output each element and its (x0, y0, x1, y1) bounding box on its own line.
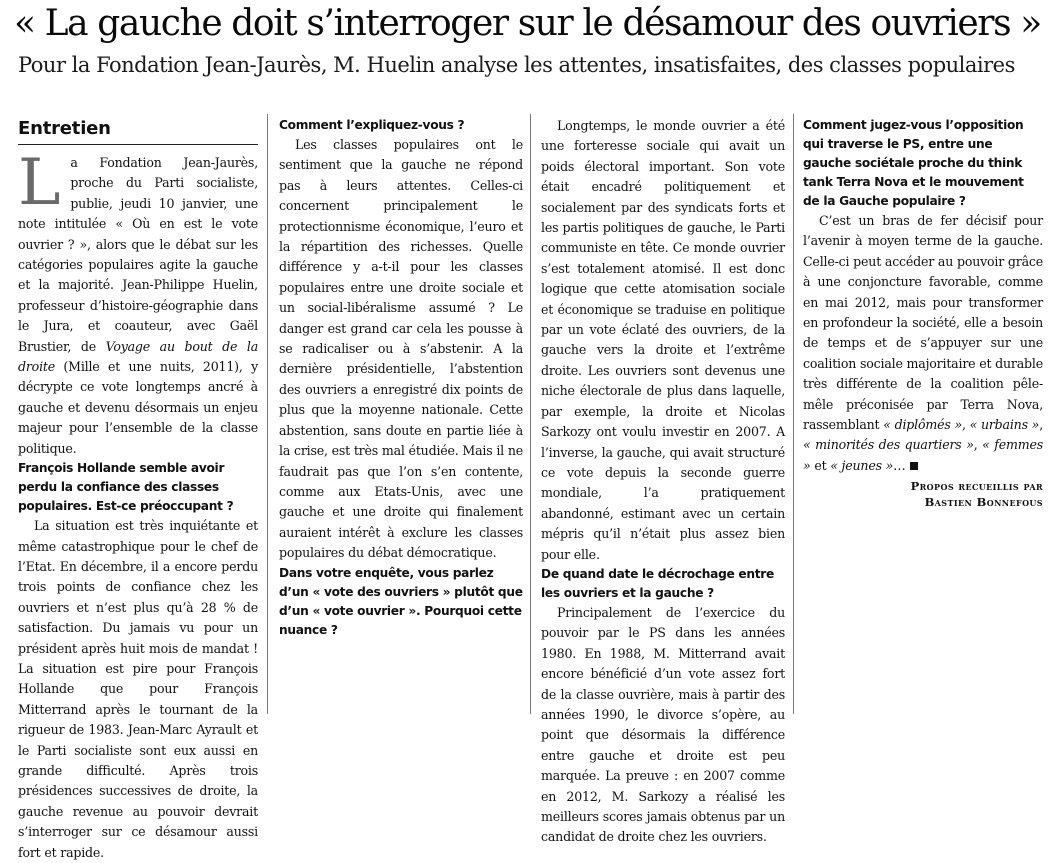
answer-5: C’est un bras de fer décisif pour l’avenir à moyen terme de la gauche. Celle-ci peut accéder au pouvoir grâce à une conjoncture favorable, comme en mai 2012, mais pour transformer en profondeur la société, elle a besoin de temps et de s’appuyer sur une coalition sociale majoritaire et durable très différente de la coalition pêle-mêle préconisée par Terra Nova, rassemblant « diplômés », « urbains », « minorités des quartiers », « femmes » et « jeunes »… (803, 213, 1044, 473)
column-rule (267, 114, 268, 714)
dropcap: L (18, 146, 61, 220)
answer-5-text: C’est un bras de fer décisif pour l’avenir à moyen terme de la gauche. Celle-ci peut accéder au pouvoir grâce à une conjoncture favorable, comme en mai 2012, mais pour transformer en profondeur la société, elle a besoin de temps et de s’appuyer sur une coalition sociale majoritaire et durable très différente de la coalition pêle-mêle préconisée par Terra Nova, rassemblant (803, 213, 1043, 433)
byline-line-1: Propos recueillis par (910, 479, 1043, 494)
column-rule (793, 114, 794, 714)
question-5: Comment jugez-vous l’opposition qui traverse le PS, entre une gauche sociétale proche du think tank Terra Nova et le mouvement de la Gauche populaire ? (803, 118, 1024, 208)
subheadline: Pour la Fondation Jean-Jaurès, M. Huelin analyse les attentes, insatisfaites, des classes populaires (18, 53, 1015, 77)
question-2: Comment l’expliquez-vous ? (279, 118, 465, 132)
article-column-4 (803, 116, 1043, 722)
answer-2: Les classes populaires ont le sentiment que la gauche ne répond pas à leurs attentes. Celles-ci concernent principalement le protectionnisme économique, l’euro et la répartition des richesses. Quelle différence y a-t-il pour les classes populaires entre une droite sociale et un social-libéralisme assumé ? Le danger est grand car cela les pousse à se radicaliser ou à s’abstenir. A la dernière présidentielle, l’abstention des ouvriers a enregistré dix points de plus que la moyenne nationale. Cette abstention, sans doute en partie liée à la crise, est très mal étudiée. Mais il ne faudrait pas que l’on s’en contente, comme aux Etats-Unis, avec une gauche et une droite qui finalement auraient intérêt à exclure les classes populaires du débat démocratique. (279, 137, 523, 561)
answer-4: Principalement de l’exercice du pouvoir par le PS dans les années 1980. En 1988, M. Mitterrand avait encore bénéficié d’un vote assez fort de la classe ouvrière, mais à partir des années 1990, le divorce s’opère, au point que désormais la différence entre gauche et droite est peu marquée. La preuve : en 2007 comme en 2012, M. Sarkozy a réalisé les meilleurs scores jamais obtenus par un candidat de droite chez les ouvriers. (541, 604, 785, 845)
answer-5-term: « jeunes » (830, 457, 894, 473)
book-title: Voyage au bout de la droite (18, 338, 258, 375)
answer-1: La situation est très inquiétante et même catastrophique pour le chef de l’Etat. En décembre, il a encore perdu trois points de confiance chez les ouvriers et n’est plus qu’à 28 % de satisfaction. Du jamais vu pour un président après huit mois de mandat ! La situation est pire pour François Hollande que pour François Mitterrand après le tournant de la rigueur de 1983. Jean-Marc Ayrault et le Parti socialiste sont eux aussi en grande difficulté. Après trois présidences successives de droite, la gauche revenue au pouvoir devrait s’interroger sur ce désamour aussi fort et rapide. (18, 518, 258, 860)
end-mark (910, 462, 918, 470)
answer-5-term: « diplômés » (883, 417, 962, 433)
section-label: Entretien (18, 116, 258, 145)
intro-paragraph (18, 146, 258, 459)
answer-5-term: « urbains » (969, 417, 1040, 433)
article-column-2-content (279, 116, 523, 722)
answer-5-term: « minorités des quartiers » (803, 437, 974, 453)
answer-5-end: … (893, 457, 906, 473)
question-1: François Hollande semble avoir perdu la confiance des classes populaires. Est-ce préoccupant ? (18, 461, 234, 514)
headline: « La gauche doit s’interroger sur le désamour des ouvriers » (14, 3, 1041, 44)
byline-line-2: Bastien Bonnefous (924, 495, 1043, 510)
question-4: De quand date le décrochage entre les ouvriers et la gauche ? (541, 566, 774, 600)
intro-text: a Fondation Jean-Jaurès, proche du Parti socialiste, publie, jeudi 10 janvier, une note intitulée « Où en est le vote ouvrier ? », alors que le débat sur les catégories populaires agite la gauche et la majorité. Jean-Philippe Huelin, professeur d’histoire-géographie dans le Jura, et coauteur, avec Gaël Brustier, de (18, 155, 258, 354)
answer-3: Longtemps, le monde ouvrier a été une forteresse sociale qui avait un poids électoral important. Son vote était encadré politiquement et socialement par des syndicats forts et les partis politiques de gauche, le Parti communiste en tête. Ce monde ouvrier s’est totalement atomisé. Il est donc logique que cette atomisation sociale et économique se traduise en politique par un vote éclaté des ouvriers, de la gauche vers la droite et l’extrême droite. Les ouvriers sont devenus une niche électorale de plus dans laquelle, par exemple, la droite et Nicolas Sarkozy ont voulu investir en 2007. A l’inverse, la gauche, qui avait structuré ce vote depuis la seconde guerre mondiale, l’a pratiquement abandonné, estimant avec un certain mépris qu’il n’était plus assez bien pour elle. (541, 118, 785, 562)
column-rule (530, 114, 531, 714)
answer-5-term: « femmes » (803, 437, 1044, 473)
question-3: Dans votre enquête, vous parlez d’un « vote des ouvriers » plutôt que d’un « vote ouvrier ». Pourquoi cette nuance ? (279, 565, 523, 637)
article-flow (18, 116, 258, 860)
article-column-3 (541, 116, 785, 845)
intro-text-end: (Mille et une nuits, 2011), y décrypte ce vote longtemps ancré à gauche et devenu désormais un enjeu majeur pour l’ensemble de la classe politique. (18, 359, 258, 456)
